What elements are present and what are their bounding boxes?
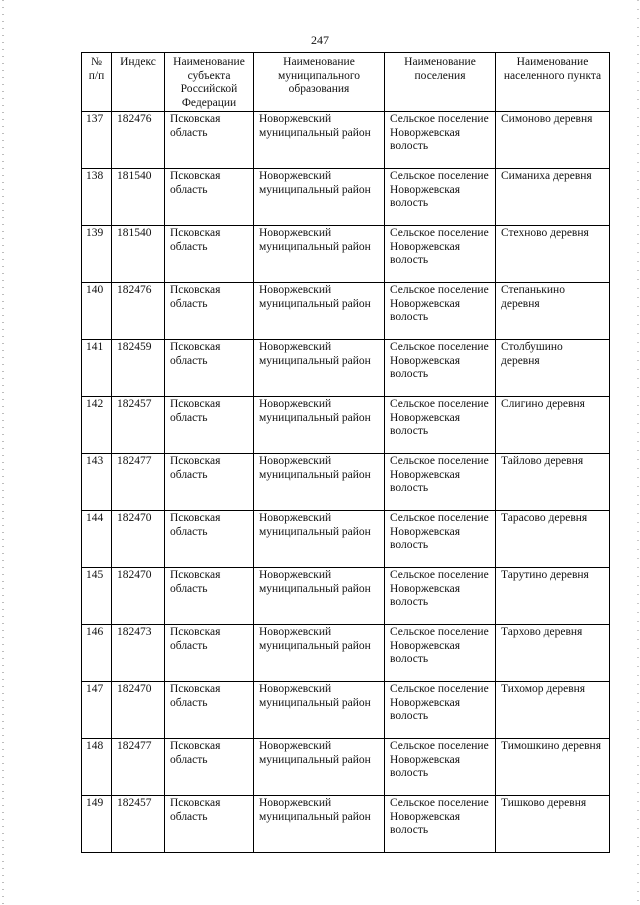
cell-index: 181540 [112, 226, 165, 283]
cell-municipality: Новоржевский муниципальный район [254, 169, 385, 226]
cell-index: 182457 [112, 397, 165, 454]
cell-number: 137 [82, 112, 112, 169]
table-row [82, 283, 610, 340]
cell-locality: Симаниха деревня [496, 169, 610, 226]
left-edge-dots [2, 0, 4, 905]
cell-municipality: Новоржевский муниципальный район [254, 568, 385, 625]
table-row [82, 454, 610, 511]
cell-subject: Псковская область [165, 682, 254, 739]
cell-settlement: Сельское поселение Новоржевская волость [385, 454, 496, 511]
cell-number: 145 [82, 568, 112, 625]
cell-number: 138 [82, 169, 112, 226]
cell-number: 140 [82, 283, 112, 340]
header-number: № п/п [82, 53, 112, 112]
cell-locality: Тарасово деревня [496, 511, 610, 568]
cell-municipality: Новоржевский муниципальный район [254, 739, 385, 796]
cell-number: 143 [82, 454, 112, 511]
cell-number: 144 [82, 511, 112, 568]
cell-municipality: Новоржевский муниципальный район [254, 511, 385, 568]
cell-subject: Псковская область [165, 169, 254, 226]
cell-number: 141 [82, 340, 112, 397]
settlements-table [81, 52, 610, 853]
cell-subject: Псковская область [165, 625, 254, 682]
cell-subject: Псковская область [165, 739, 254, 796]
cell-municipality: Новоржевский муниципальный район [254, 283, 385, 340]
table-row [82, 625, 610, 682]
page-number: 247 [311, 33, 329, 47]
cell-subject: Псковская область [165, 568, 254, 625]
cell-number: 139 [82, 226, 112, 283]
table-row [82, 682, 610, 739]
cell-settlement: Сельское поселение Новоржевская волость [385, 169, 496, 226]
cell-index: 182473 [112, 625, 165, 682]
table-row [82, 340, 610, 397]
cell-index: 182477 [112, 739, 165, 796]
cell-municipality: Новоржевский муниципальный район [254, 397, 385, 454]
cell-municipality: Новоржевский муниципальный район [254, 682, 385, 739]
cell-number: 149 [82, 796, 112, 853]
cell-settlement: Сельское поселение Новоржевская волость [385, 682, 496, 739]
header-subject: Наименование субъекта Российской Федерации [165, 53, 254, 112]
cell-municipality: Новоржевский муниципальный район [254, 454, 385, 511]
cell-settlement: Сельское поселение Новоржевская волость [385, 283, 496, 340]
cell-locality: Столбушино деревня [496, 340, 610, 397]
cell-subject: Псковская область [165, 340, 254, 397]
table-row [82, 511, 610, 568]
cell-settlement: Сельское поселение Новоржевская волость [385, 340, 496, 397]
cell-number: 142 [82, 397, 112, 454]
cell-locality: Тайлово деревня [496, 454, 610, 511]
cell-index: 182459 [112, 340, 165, 397]
cell-index: 182457 [112, 796, 165, 853]
table-row [82, 796, 610, 853]
cell-municipality: Новоржевский муниципальный район [254, 112, 385, 169]
cell-locality: Слигино деревня [496, 397, 610, 454]
table-row [82, 739, 610, 796]
table-header-row [82, 53, 610, 112]
header-locality: Наименование населенного пункта [496, 53, 610, 112]
table-row [82, 226, 610, 283]
table-row [82, 112, 610, 169]
cell-subject: Псковская область [165, 454, 254, 511]
table-row [82, 169, 610, 226]
cell-number: 148 [82, 739, 112, 796]
cell-subject: Псковская область [165, 226, 254, 283]
cell-settlement: Сельское поселение Новоржевская волость [385, 397, 496, 454]
cell-subject: Псковская область [165, 112, 254, 169]
cell-subject: Псковская область [165, 511, 254, 568]
cell-locality: Тимошкино деревня [496, 739, 610, 796]
table-row [82, 397, 610, 454]
cell-settlement: Сельское поселение Новоржевская волость [385, 739, 496, 796]
cell-index: 182476 [112, 112, 165, 169]
cell-municipality: Новоржевский муниципальный район [254, 340, 385, 397]
cell-settlement: Сельское поселение Новоржевская волость [385, 796, 496, 853]
cell-locality: Тишково деревня [496, 796, 610, 853]
header-municipality: Наименование муниципального образования [254, 53, 385, 112]
cell-locality: Стехново деревня [496, 226, 610, 283]
cell-municipality: Новоржевский муниципальный район [254, 226, 385, 283]
cell-municipality: Новоржевский муниципальный район [254, 625, 385, 682]
cell-locality: Тихомор деревня [496, 682, 610, 739]
cell-settlement: Сельское поселение Новоржевская волость [385, 511, 496, 568]
right-edge-dots [637, 0, 639, 905]
cell-municipality: Новоржевский муниципальный район [254, 796, 385, 853]
cell-number: 147 [82, 682, 112, 739]
cell-subject: Псковская область [165, 283, 254, 340]
cell-locality: Тарутино деревня [496, 568, 610, 625]
cell-settlement: Сельское поселение Новоржевская волость [385, 226, 496, 283]
cell-settlement: Сельское поселение Новоржевская волость [385, 112, 496, 169]
cell-settlement: Сельское поселение Новоржевская волость [385, 568, 496, 625]
header-index: Индекс [112, 53, 165, 112]
cell-index: 181540 [112, 169, 165, 226]
cell-locality: Тархово деревня [496, 625, 610, 682]
cell-subject: Псковская область [165, 397, 254, 454]
cell-index: 182470 [112, 511, 165, 568]
table-row [82, 568, 610, 625]
cell-settlement: Сельское поселение Новоржевская волость [385, 625, 496, 682]
cell-index: 182477 [112, 454, 165, 511]
cell-subject: Псковская область [165, 796, 254, 853]
cell-locality: Степанькино деревня [496, 283, 610, 340]
cell-locality: Симоново деревня [496, 112, 610, 169]
cell-number: 146 [82, 625, 112, 682]
cell-index: 182476 [112, 283, 165, 340]
header-settlement: Наименование поселения [385, 53, 496, 112]
cell-index: 182470 [112, 568, 165, 625]
cell-index: 182470 [112, 682, 165, 739]
